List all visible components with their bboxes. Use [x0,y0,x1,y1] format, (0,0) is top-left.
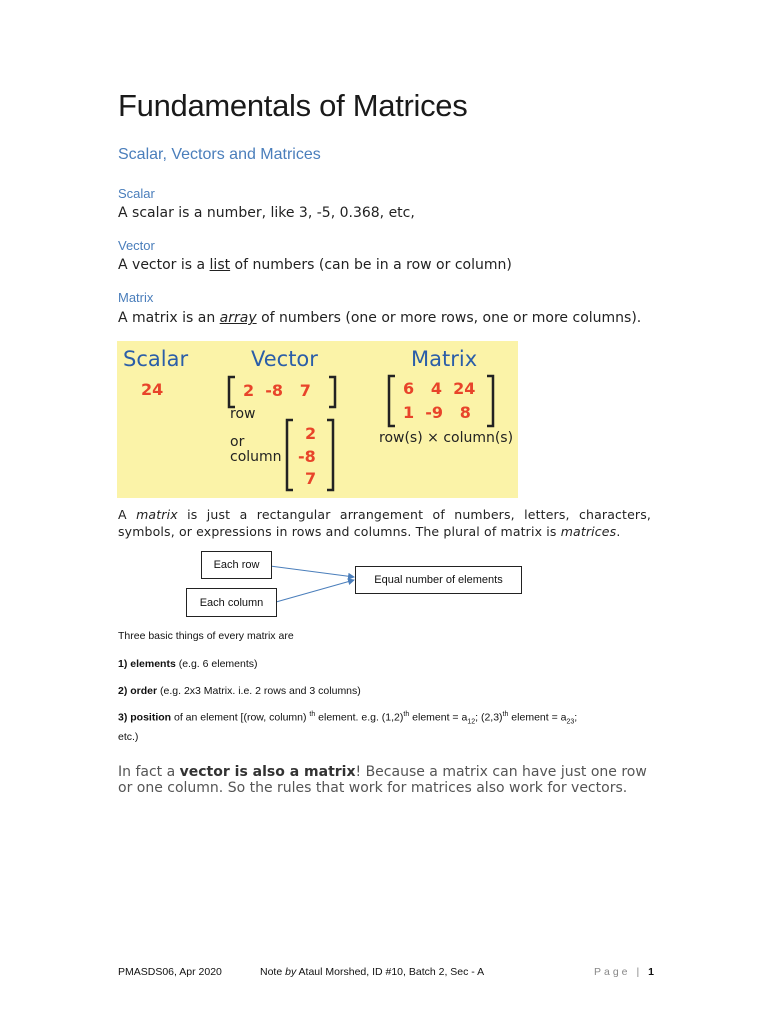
matrix-caption: row(s) × column(s) [379,430,514,446]
footer-course: PMASDS06, Apr 2020 [118,966,222,978]
or-label: or [230,434,245,450]
diagram-arrows [270,560,360,608]
vector-matrix-note: In fact a vector is also a matrix! Because a matrix can have just one row or one column. So the rules that work for matrices also work for vectors. [118,764,647,796]
vector-definition: A vector is a list of numbers (can be in a row or column) [118,257,512,273]
vector-heading: Vector [118,238,155,253]
figure-scalar-value: 24 [141,380,164,399]
column-label: column [230,449,282,465]
equal-elements-box: Equal number of elements [355,566,522,594]
row-label: row [230,406,256,422]
each-row-box: Each row [201,551,272,579]
basic-item-position: 3) position of an element [(row, column) $^{th}$ element. e.g. $(1,2)^{th}$ element = $a_{12}$; $(2,3)^{th}$ element = $a_{23}$; [118,711,578,726]
row-vector-values: 2 -8 7 [243,381,311,400]
matrix-description: A matrix is just a rectangular arrangement of numbers, letters, characters, symbols, or expressions in rows and columns. The plural of matrix is matrices. [118,507,651,539]
footer-page-number: Page | 1 [594,966,654,978]
column-vector-value: 7 [305,469,317,488]
page-title: Fundamentals of Matrices [118,88,468,123]
matrix-heading: Matrix [118,290,154,305]
matrix-definition: A matrix is an array of numbers (one or more rows, one or more columns). [118,310,642,326]
column-vector-value: 2 [305,424,317,443]
figure-matrix-heading: Matrix [411,347,478,371]
figure-vector-heading: Vector [251,347,318,371]
scalar-definition: A scalar is a number, like 3, -5, 0.368, etc, [118,205,415,221]
basic-item-order: 2) order (e.g. 2x3 Matrix. i.e. 2 rows and 3 columns) [118,685,361,697]
section-subtitle: Scalar, Vectors and Matrices [118,146,321,163]
list-term: list [209,257,231,273]
basics-intro: Three basic things of every matrix are [118,630,294,642]
scalar-vector-matrix-figure [117,341,518,498]
each-column-box: Each column [186,588,277,617]
basic-item-elements: 1) elements (e.g. 6 elements) [118,658,258,670]
matrix-row: 1 -9 8 [403,403,471,422]
array-term: array [219,310,257,326]
figure-scalar-heading: Scalar [123,347,189,371]
column-vector-value: -8 [298,447,316,466]
matrix-row: 6 4 24 [403,379,476,398]
footer-note: Note by Ataul Morshed, ID #10, Batch 2, Sec - A [260,966,485,978]
basic-item-position-cont: etc.) [118,731,139,743]
scalar-heading: Scalar [118,186,155,201]
